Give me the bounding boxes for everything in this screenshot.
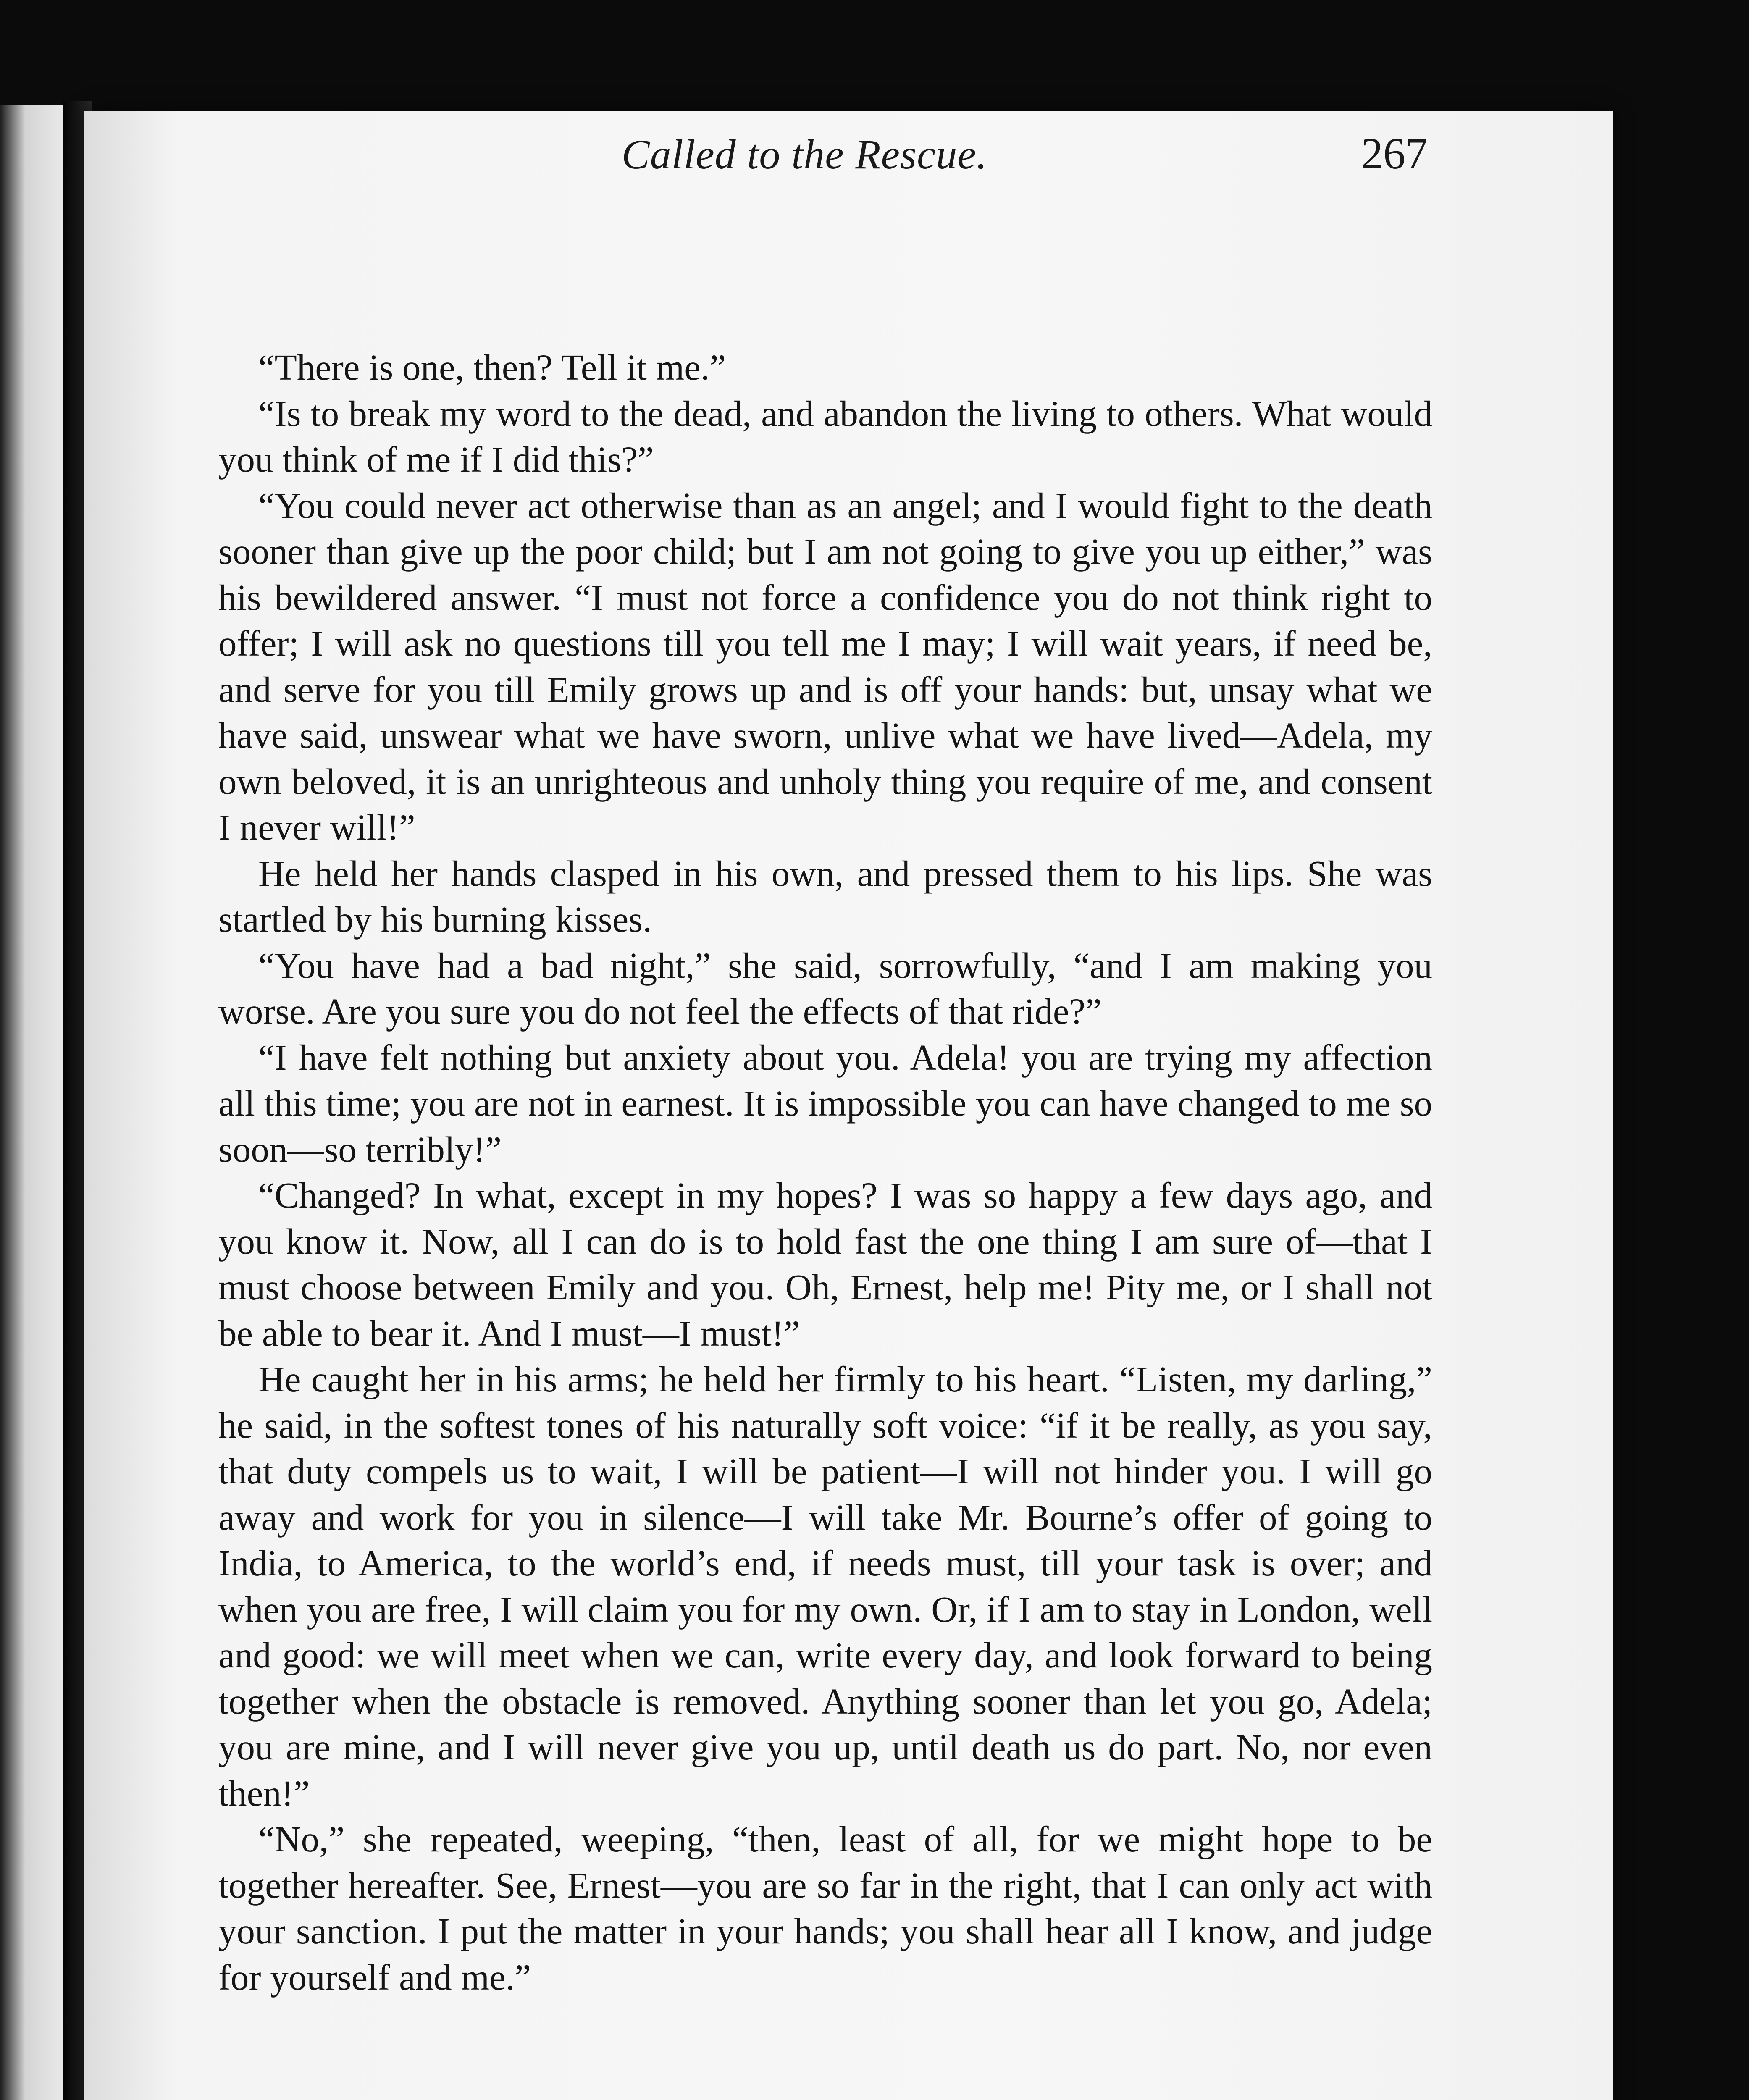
paragraph: “There is one, then? Tell it me.” xyxy=(258,347,726,388)
paragraph: “You have had a bad night,” she said, sorrowfully, “and I am making you worse. Are you sure you do not feel the effects of that ride?” xyxy=(218,945,1432,1032)
paragraph: “Is to break my word to the dead, and abandon the living to others. What would you think of me if I did this?” xyxy=(218,393,1432,480)
paragraph: He held her hands clasped in his own, and pressed them to his lips. She was startled by his burning kisses. xyxy=(218,853,1432,940)
page-number: 267 xyxy=(1361,129,1428,178)
paragraph: “No,” she repeated, weeping, “then, least of all, for we might hope to be together hereafter. See, Ernest—you are so far in the right, that I can only act with your sanction. I put the matter in your hands; you shall hear all I know, and judge for yourself and me.” xyxy=(218,1819,1432,1998)
facing-page-edge xyxy=(0,105,63,2100)
running-title: Called to the Rescue. xyxy=(622,131,987,178)
paragraph: He caught her in his arms; he held her firmly to his heart. “Listen, my darling,” he said, in the softest tones of his naturally soft voice: “if it be really, as you say, that duty compels us to wait, I will be patient—I will not hinder you. I will go away and work for you in silence—I will take Mr. Bourne’s offer of going to India, to America, to the world’s end, if needs must, till your task is over; and when you are free, I will claim you for my own. Or, if I am to stay in London, well and good: we will meet when we can, write every day, and look forward to being together when the obstacle is removed. Anything sooner than let you go, Adela; you are mine, and I will never give you up, until death us do part. No, nor even then!” xyxy=(218,1359,1432,1814)
paragraph: “You could never act otherwise than as an angel; and I would fight to the death sooner than give up the poor child; but I am not going to give you up either,” was his bewildered answer. “I must not force a confidence you do not think right to offer; I will ask no questions till you tell me I may; I will wait years, if need be, and serve for you till Emily grows up and is off your hands: but, unsay what we have said, unswear what we have sworn, unlive what we have lived—Adela, my own beloved, it is an unrighteous and unholy thing you require of me, and consent I never will!” xyxy=(218,485,1432,848)
paragraph: “I have felt nothing but anxiety about you. Adela! you are trying my affection all this time; you are not in earnest. It is impossible you can have changed to me so soon—so terribly!” xyxy=(218,1037,1432,1170)
body-text xyxy=(218,344,1432,2000)
paragraph: “Changed? In what, except in my hopes? I was so happy a few days ago, and you know it. Now, all I can do is to hold fast the one thing I am sure of—that I must choose between Emily and you. Oh, Ernest, help me! Pity me, or I shall not be able to bear it. And I must—I must!” xyxy=(218,1175,1432,1354)
